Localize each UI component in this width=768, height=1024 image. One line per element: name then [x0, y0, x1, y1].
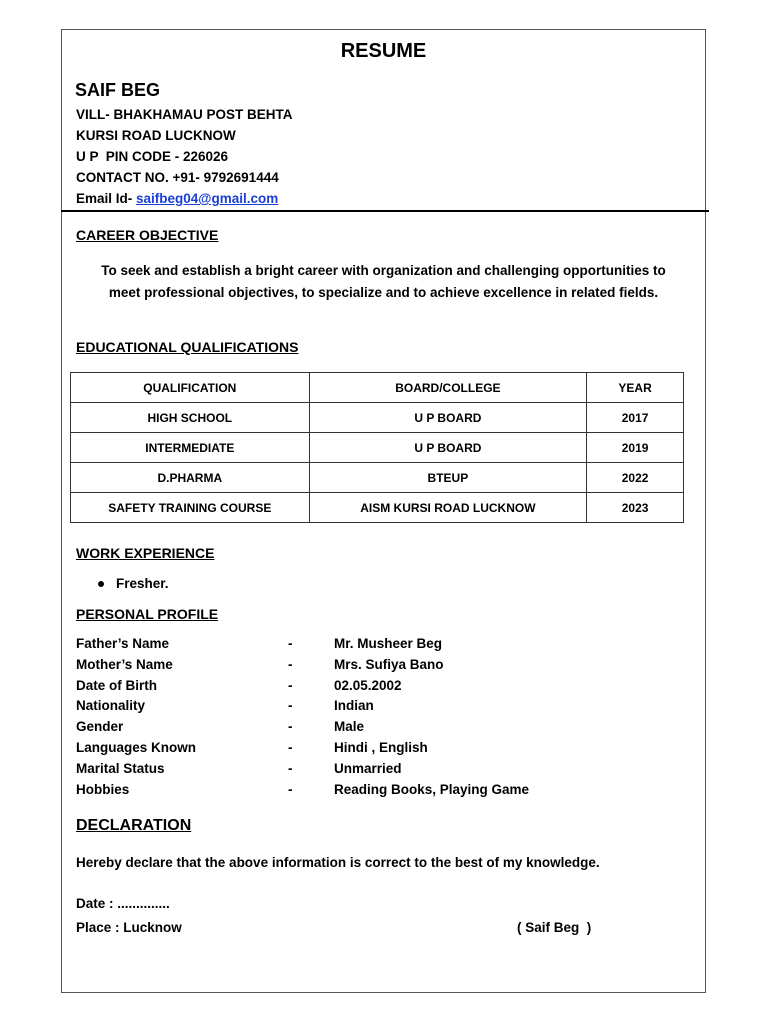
- contact-number: CONTACT NO. +91- 9792691444: [76, 170, 279, 185]
- table-cell: AISM KURSI ROAD LUCKNOW: [309, 493, 587, 523]
- declaration-text: Hereby declare that the above information is correct to the best of my knowledge.: [76, 855, 600, 870]
- table-cell: 2017: [587, 403, 684, 433]
- table-cell: SAFETY TRAINING COURSE: [71, 493, 310, 523]
- profile-separator: -: [288, 761, 293, 776]
- address-line-1: VILL- BHAKHAMAU POST BEHTA: [76, 107, 293, 122]
- table-cell: 2019: [587, 433, 684, 463]
- profile-label: Date of Birth: [76, 678, 157, 693]
- profile-label: Gender: [76, 719, 124, 734]
- profile-separator: -: [288, 698, 293, 713]
- profile-value: Reading Books, Playing Game: [334, 782, 530, 797]
- table-cell: 2022: [587, 463, 684, 493]
- profile-label: Hobbies: [76, 782, 130, 797]
- candidate-name: SAIF BEG: [75, 80, 161, 100]
- table-cell: 2023: [587, 493, 684, 523]
- profile-separator: -: [288, 740, 293, 755]
- email-label: Email Id-: [76, 191, 137, 206]
- table-cell: HIGH SCHOOL: [71, 403, 310, 433]
- date-line: Date : ..............: [76, 896, 170, 911]
- education-heading: EDUCATIONAL QUALIFICATIONS: [76, 339, 299, 355]
- table-row: [71, 433, 684, 463]
- column-header: BOARD/COLLEGE: [309, 373, 587, 403]
- table-row: [71, 403, 684, 433]
- profile-separator: -: [288, 636, 293, 651]
- profile-value: Male: [334, 719, 365, 734]
- profile-label: Father’s Name: [76, 636, 170, 651]
- pin-code: U P PIN CODE - 226026: [76, 149, 229, 164]
- header-divider: [61, 210, 709, 212]
- table-row: [71, 493, 684, 523]
- signature-name: ( Saif Beg ): [517, 920, 592, 935]
- profile-value: Indian: [334, 698, 374, 713]
- email-line: [76, 191, 278, 206]
- table-cell: U P BOARD: [309, 403, 587, 433]
- profile-value: Mr. Musheer Beg: [334, 636, 443, 651]
- column-header: YEAR: [587, 373, 684, 403]
- table-row: [71, 463, 684, 493]
- education-table: [70, 372, 684, 523]
- profile-label: Languages Known: [76, 740, 197, 755]
- address-line-2: KURSI ROAD LUCKNOW: [76, 128, 236, 143]
- profile-value: Unmarried: [334, 761, 402, 776]
- personal-profile-heading: PERSONAL PROFILE: [76, 606, 219, 622]
- table-cell: U P BOARD: [309, 433, 587, 463]
- table-cell: D.PHARMA: [71, 463, 310, 493]
- profile-separator: -: [288, 678, 293, 693]
- table-cell: BTEUP: [309, 463, 587, 493]
- career-objective-heading: CAREER OBJECTIVE: [76, 227, 219, 243]
- profile-value: Mrs. Sufiya Bano: [334, 657, 444, 672]
- work-experience-item: [98, 576, 169, 591]
- bullet-icon: [98, 581, 104, 587]
- profile-separator: -: [288, 782, 293, 797]
- resume-page: [61, 29, 706, 993]
- career-objective-text: [62, 260, 705, 304]
- resume-title: RESUME: [340, 40, 427, 62]
- place-line: Place : Lucknow: [76, 920, 182, 935]
- profile-separator: -: [288, 719, 293, 734]
- profile-separator: -: [288, 657, 293, 672]
- career-objective-line-1: To seek and establish a bright career with organization and challenging opportunities to: [101, 263, 666, 278]
- table-header-row: [71, 373, 684, 403]
- profile-value: 02.05.2002: [334, 678, 402, 693]
- profile-label: Marital Status: [76, 761, 165, 776]
- column-header: QUALIFICATION: [71, 373, 310, 403]
- profile-label: Mother’s Name: [76, 657, 173, 672]
- profile-label: Nationality: [76, 698, 146, 713]
- career-objective-line-2: meet professional objectives, to specialize and to achieve excellence in related fields.: [108, 285, 659, 300]
- work-experience-text: Fresher.: [116, 576, 169, 591]
- profile-value: Hindi , English: [334, 740, 428, 755]
- table-cell: INTERMEDIATE: [71, 433, 310, 463]
- work-experience-heading: WORK EXPERIENCE: [76, 545, 215, 561]
- declaration-heading: DECLARATION: [76, 817, 192, 834]
- email-link[interactable]: saifbeg04@gmail.com: [136, 191, 279, 206]
